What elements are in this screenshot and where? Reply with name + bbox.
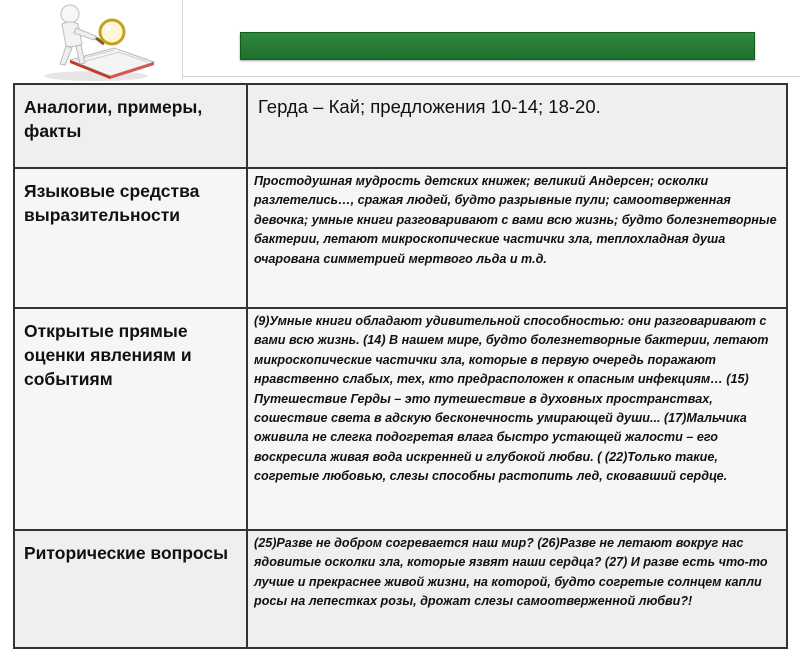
row-content: Герда – Кай; предложения 10-14; 18-20. (247, 84, 787, 168)
header-divider (182, 76, 800, 77)
table-row (14, 308, 787, 530)
row-content: Простодушная мудрость детских книжек; великий Андерсен; осколки разлетелись…, сражая людей, будто разрывные пули; самоотверженная девочка; умные книги разговаривают с вами всю жизнь; будто болезнетворные бактерии, летают микроскопические частички зла, теплохладная душа очарована симметрией мертвого льда и т.д. (247, 168, 787, 308)
reading-figure-with-magnifier-icon (30, 2, 160, 82)
table-row (14, 530, 787, 648)
row-label: Риторические вопросы (14, 530, 247, 648)
faded-title (182, 0, 800, 22)
section-banner (240, 32, 755, 60)
row-label: Аналогии, примеры, факты (14, 84, 247, 168)
row-content: (9)Умные книги обладают удивительной способностью: они разговаривают с вами всю жизнь. (14) В нашем мире, будто болезнетворные бактерии, летают микроскопические частички зла, которые в первую очередь поражают нравственно слабых, тех, кто предрасположен к опасным инфекциям… (15) Путешествие Герды – это путешествие в духовных пространствах, сошествие света в адскую бесконечность умирающей души... (17)Мальчика оживила не слегка подогретая влага быстро устающей жалости – его воскресила живая вода искренней и глубокой любви. ( (22)Только такие, согретые любовью, слезы способны растопить лед, сковавший сердце. (247, 308, 787, 530)
row-label: Открытые прямые оценки явлениям и событиям (14, 308, 247, 530)
table-row (14, 168, 787, 308)
analysis-table-container (13, 83, 788, 609)
table-row (14, 84, 787, 168)
row-label: Языковые средства выразительности (14, 168, 247, 308)
analysis-table (13, 83, 788, 649)
row-content: (25)Разве не добром согревается наш мир? (26)Разве не летают вокруг нас ядовитые осколки зла, которые язвят наши сердца? (27) И разве есть что-то лучше и прекраснее живой жизни, на которой, будто согретые солнцем капли росы на лепестках розы, дрожат слезы самоотверженной любви?! (247, 530, 787, 648)
slide-header (0, 0, 800, 88)
